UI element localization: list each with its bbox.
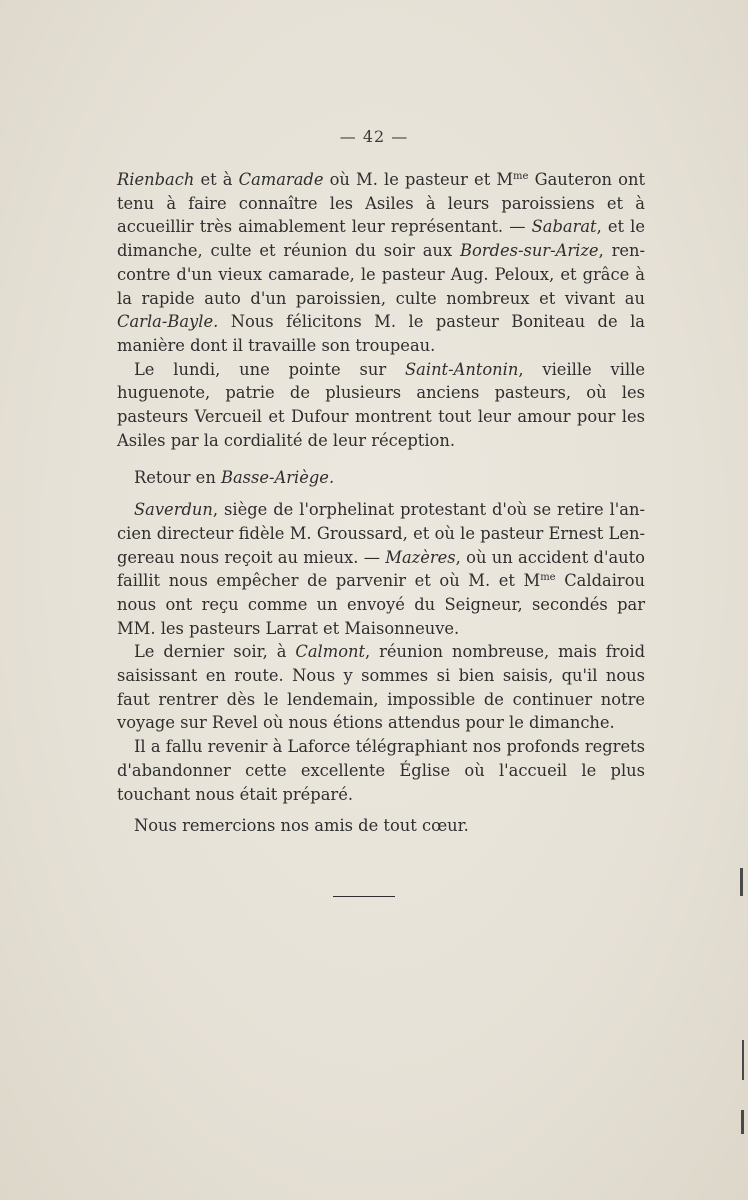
italic-place-name: Sabarat xyxy=(531,217,597,237)
text-run: Nous félicitons M. le pasteur Boniteau de la manière dont il travaille son troupeau. xyxy=(117,312,645,355)
text-run: où M. le pasteur et M xyxy=(323,170,514,189)
end-rule xyxy=(333,896,395,897)
text-run: Caldairou nous ont reçu comme un envoyé du Seigneur, secondés par MM. les pasteurs Larrat et Maisonneuve. xyxy=(117,571,645,638)
text-run: Gauteron ont tenu à faire connaître les Asiles à leurs paroissiens et à accueillir très aimablement leur représentant. — xyxy=(117,170,645,237)
italic-place-name: Camarade xyxy=(238,170,324,189)
paragraph-saverdun xyxy=(117,498,645,640)
page-number: — 42 — xyxy=(339,127,409,146)
text-run: et à xyxy=(194,170,239,189)
text-run: , rencontre d'un vieux camarade, le pasteur Aug. Peloux, et grâce à la rapide auto d'un paroissien, culte nombreux et vivant au xyxy=(117,241,645,308)
text-run: Le lundi, une pointe sur xyxy=(134,359,405,379)
italic-place-name: Rienbach xyxy=(117,170,195,189)
margin-speck xyxy=(742,1040,744,1080)
text-run: Il a fallu revenir à Laforce télégraphiant nos profonds regrets d'abandonner cette excellente Église où l'accueil le plus touchant nous était préparé. xyxy=(117,737,645,804)
italic-place-name: Mazères xyxy=(385,547,456,567)
text-run: Retour en xyxy=(134,468,221,488)
italic-place-name: Calmont xyxy=(295,642,366,662)
italic-place-name: Saint-Antonin xyxy=(405,359,519,379)
paragraph-retour-basse-ariege xyxy=(117,466,645,490)
paragraph-rienbach xyxy=(117,168,645,358)
paragraph-remerciements xyxy=(117,814,645,838)
italic-place-name: Basse-Ariège. xyxy=(220,468,335,488)
text-run: , siège de l'orphelinat protestant d'où se retire l'ancien directeur fidèle M. Groussard, et où le pasteur Ernest Lengereau nous reçoit au mieux. — xyxy=(117,500,645,567)
superscript: me xyxy=(513,171,529,182)
paragraph-calmont xyxy=(117,640,645,735)
italic-place-name: Bordes-sur-Arize xyxy=(460,241,599,261)
italic-place-name: Carla-Bayle. xyxy=(117,312,219,332)
superscript: me xyxy=(540,572,556,584)
body-text xyxy=(117,168,645,838)
text-run: , réunion nombreuse, mais froid saisissant en route. Nous y sommes si bien saisis, qu'il nous faut rentrer dès le lendemain, impossible de continuer notre voyage sur Revel où nous étions attendus pour le dimanche. xyxy=(117,642,645,733)
paragraph-laforce xyxy=(117,735,645,806)
margin-speck xyxy=(740,868,743,896)
text-run: , vieille ville huguenote, patrie de plusieurs anciens pasteurs, où les pasteurs Vercueil et Dufour montrent tout leur amour pour les Asiles par la cordialité de leur réception. xyxy=(117,359,645,450)
text-run: , et le dimanche, culte et réunion du soir aux xyxy=(117,217,645,261)
italic-place-name: Saverdun xyxy=(134,500,213,520)
paragraph-saint-antonin xyxy=(117,358,645,453)
text-run: Le dernier soir, à xyxy=(134,642,296,662)
text-run: , où un accident d'auto faillit nous empêcher de parvenir et où M. et M xyxy=(117,547,645,591)
text-run: Nous remercions nos amis de tout cœur. xyxy=(134,816,469,836)
margin-speck xyxy=(741,1110,744,1134)
